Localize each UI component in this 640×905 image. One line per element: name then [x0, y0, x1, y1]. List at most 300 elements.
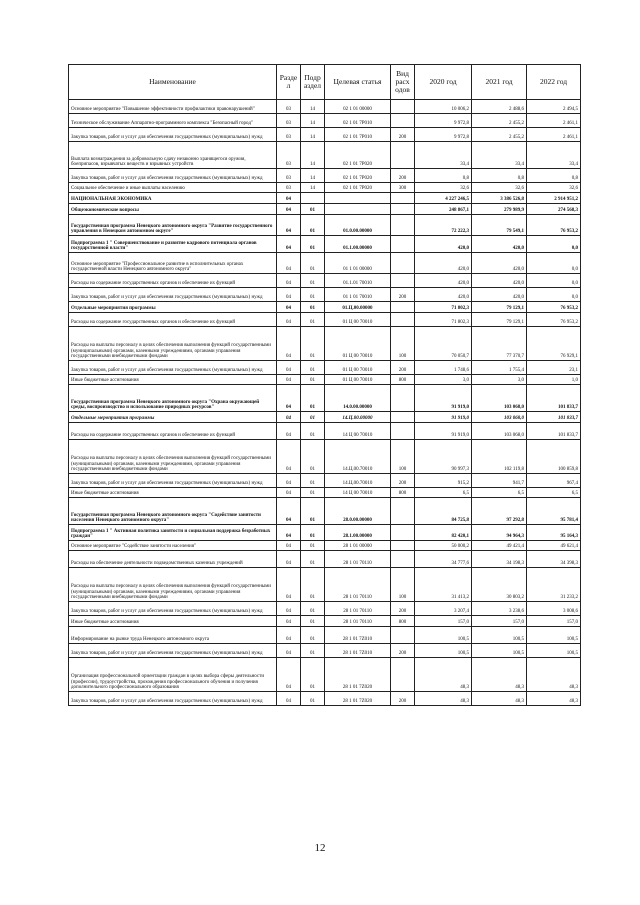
- cell-2020: 91 919,0: [415, 412, 472, 423]
- cell-subsection: 01: [301, 327, 325, 361]
- cell-2020: 420,0: [415, 274, 472, 288]
- cell-name: Подпрограмма 1 " Совершенствование и развитие кадрового потенциала органов государственной власти": [69, 236, 277, 253]
- cell-2020: 6,5: [415, 488, 472, 498]
- cell-target-article: 02 1 01 7Р010: [325, 114, 391, 128]
- cell-2020: 100,5: [415, 644, 472, 658]
- cell-name: Государственная программа Ненецкого автономного округа "Развитие государственного управления в Ненецком автономном округе": [69, 215, 277, 236]
- cell-2021: 79 129,1: [472, 313, 527, 327]
- cell-section: 04: [277, 313, 301, 327]
- cell-subsection: 01: [301, 412, 325, 423]
- cell-2021: 103 068,0: [472, 385, 527, 412]
- cell-2022: 33,4: [527, 142, 581, 169]
- cell-section: 04: [277, 204, 301, 215]
- cell-2020: 91 919,0: [415, 385, 472, 412]
- cell-2022: 76 953,2: [527, 215, 581, 236]
- header-2022: 2022 год: [527, 65, 581, 100]
- cell-name: Организация профессиональной ориентации граждан в целях выбора сферы деятельности (профессии), трудоустройства, прохождения профессионального обучения и получения дополнительного профессионального образования: [69, 658, 277, 692]
- cell-name: Техническое обслуживание Аппаратно-программного комплекса "Безопасный город": [69, 114, 277, 128]
- table-row: [69, 525, 581, 541]
- cell-subsection: 01: [301, 253, 325, 274]
- cell-2020: 71 802,3: [415, 302, 472, 313]
- cell-name: Отдельные мероприятия программы: [69, 412, 277, 423]
- cell-section: 04: [277, 385, 301, 412]
- cell-2020: 1 748,6: [415, 361, 472, 375]
- table-row: [69, 692, 581, 706]
- cell-2021: 420,0: [472, 236, 527, 253]
- cell-2020: 3,0: [415, 375, 472, 385]
- cell-subsection: 01: [301, 616, 325, 627]
- cell-expense-type: 200: [391, 602, 415, 616]
- cell-2021: 103 068,0: [472, 412, 527, 423]
- cell-section: 04: [277, 253, 301, 274]
- cell-2020: 157,0: [415, 616, 472, 627]
- cell-section: 03: [277, 100, 301, 114]
- cell-expense-type: [391, 274, 415, 288]
- cell-section: 04: [277, 692, 301, 706]
- table-row: [69, 568, 581, 602]
- table-row: [69, 128, 581, 142]
- cell-2021: 157,0: [472, 616, 527, 627]
- cell-target-article: 14.Ц.00.00000: [325, 412, 391, 423]
- table-row: [69, 361, 581, 375]
- cell-2022: 48,3: [527, 658, 581, 692]
- cell-2020: 50 000,2: [415, 541, 472, 551]
- cell-2022: 23,1: [527, 361, 581, 375]
- cell-subsection: 01: [301, 204, 325, 215]
- table-row: [69, 274, 581, 288]
- table-row: [69, 288, 581, 302]
- cell-target-article: 28 1 01 70110: [325, 602, 391, 616]
- cell-name: Закупка товаров, работ и услуг для обеспечения государственных (муниципальных) нужд: [69, 288, 277, 302]
- cell-section: 04: [277, 327, 301, 361]
- cell-2021: 102 119,8: [472, 440, 527, 474]
- cell-name: Закупка товаров, работ и услуг для обеспечения государственных (муниципальных) нужд: [69, 602, 277, 616]
- cell-2022: 49 621,4: [527, 541, 581, 551]
- cell-expense-type: [391, 525, 415, 541]
- cell-section: 04: [277, 375, 301, 385]
- cell-target-article: 01.1.00.00000: [325, 236, 391, 253]
- cell-2021: 3,0: [472, 375, 527, 385]
- cell-target-article: 28.1.00.00000: [325, 525, 391, 541]
- cell-2022: 32,6: [527, 183, 581, 193]
- cell-target-article: 28 1 01 70110: [325, 616, 391, 627]
- cell-subsection: 14: [301, 183, 325, 193]
- cell-2022: 967,4: [527, 474, 581, 488]
- cell-target-article: 01 Ц 00 70010: [325, 361, 391, 375]
- cell-subsection: 01: [301, 215, 325, 236]
- cell-2022: 2 461,1: [527, 128, 581, 142]
- cell-2020: 0,8: [415, 169, 472, 183]
- cell-2020: 33,4: [415, 142, 472, 169]
- cell-2021: 103 068,0: [472, 423, 527, 440]
- table-row: [69, 551, 581, 568]
- cell-expense-type: 200: [391, 288, 415, 302]
- cell-target-article: 01.1.01 70010: [325, 274, 391, 288]
- cell-target-article: 28.0.00.00000: [325, 498, 391, 525]
- cell-section: 03: [277, 169, 301, 183]
- cell-subsection: 01: [301, 385, 325, 412]
- cell-section: 04: [277, 658, 301, 692]
- cell-name: Расходы на содержание государственных органов и обеспечение их функций: [69, 423, 277, 440]
- cell-expense-type: [391, 253, 415, 274]
- cell-2021: 100,5: [472, 627, 527, 644]
- cell-subsection: 01: [301, 440, 325, 474]
- cell-section: 04: [277, 288, 301, 302]
- cell-2022: 157,0: [527, 616, 581, 627]
- cell-section: 04: [277, 193, 301, 204]
- cell-target-article: 02 1 01 7Р010: [325, 128, 391, 142]
- cell-section: 04: [277, 488, 301, 498]
- table-row: [69, 488, 581, 498]
- header-2020: 2020 год: [415, 65, 472, 100]
- cell-section: 04: [277, 644, 301, 658]
- cell-name: Основное мероприятие "Повышение эффективности профилактики правонарушений": [69, 100, 277, 114]
- cell-expense-type: 200: [391, 169, 415, 183]
- cell-expense-type: [391, 423, 415, 440]
- cell-subsection: 01: [301, 488, 325, 498]
- cell-2022: 101 833,7: [527, 412, 581, 423]
- table-row: [69, 302, 581, 313]
- cell-subsection: 01: [301, 498, 325, 525]
- cell-2020: 9 972,8: [415, 128, 472, 142]
- cell-target-article: 14.Ц.00.70010: [325, 474, 391, 488]
- cell-name: Государственная программа Ненецкого автономного округа "Содействие занятости населения Ненецкого автономного округа": [69, 498, 277, 525]
- cell-expense-type: 200: [391, 692, 415, 706]
- cell-expense-type: 200: [391, 128, 415, 142]
- cell-name: Основное мероприятие "Содействие занятости населения": [69, 541, 277, 551]
- table-row: [69, 602, 581, 616]
- cell-expense-type: [391, 204, 415, 215]
- cell-expense-type: [391, 142, 415, 169]
- cell-name: Расходы на выплаты персоналу в целях обеспечения выполнения функций государственными (муниципальными) органами, казенными учреждениями, органами управления государственными внебюджетными фондами: [69, 568, 277, 602]
- cell-target-article: 14.0.00.00000: [325, 385, 391, 412]
- cell-expense-type: 100: [391, 568, 415, 602]
- cell-2020: 9 972,8: [415, 114, 472, 128]
- cell-section: 04: [277, 541, 301, 551]
- table-body: [69, 100, 581, 706]
- cell-name: Подпрограмма 1 " Активная политика занятости и социальная поддержка безработных граждан": [69, 525, 277, 541]
- cell-subsection: 14: [301, 142, 325, 169]
- cell-section: 04: [277, 568, 301, 602]
- cell-name: Социальное обеспечение и иные выплаты населению: [69, 183, 277, 193]
- cell-subsection: 01: [301, 541, 325, 551]
- cell-target-article: 28 1 01 7Z020: [325, 692, 391, 706]
- table-row: [69, 498, 581, 525]
- cell-expense-type: [391, 551, 415, 568]
- cell-2022: 3 008,6: [527, 602, 581, 616]
- cell-subsection: 01: [301, 692, 325, 706]
- cell-target-article: 01 Ц 00 70010: [325, 313, 391, 327]
- cell-2020: 72 222,3: [415, 215, 472, 236]
- cell-expense-type: [391, 385, 415, 412]
- cell-subsection: 01: [301, 236, 325, 253]
- cell-subsection: 01: [301, 525, 325, 541]
- cell-2020: 90 997,3: [415, 440, 472, 474]
- cell-section: 04: [277, 215, 301, 236]
- cell-2021: 32,6: [472, 183, 527, 193]
- cell-target-article: 28 1 01 7Z020: [325, 658, 391, 692]
- cell-2020: 3 207,4: [415, 602, 472, 616]
- cell-expense-type: [391, 313, 415, 327]
- cell-name: Расходы на выплаты персоналу в целях обеспечения выполнения функций государственными (муниципальными) органами, казенными учреждениями, органами управления государственными внебюджетными фондами: [69, 440, 277, 474]
- cell-name: Иные бюджетные ассигнования: [69, 375, 277, 385]
- cell-section: 04: [277, 474, 301, 488]
- header-section: Разде л: [277, 65, 301, 100]
- cell-subsection: 14: [301, 169, 325, 183]
- cell-subsection: 01: [301, 313, 325, 327]
- cell-2022: 274 568,3: [527, 204, 581, 215]
- table-row: [69, 627, 581, 644]
- cell-subsection: [301, 193, 325, 204]
- cell-expense-type: [391, 100, 415, 114]
- cell-section: 04: [277, 302, 301, 313]
- cell-2020: 91 919,0: [415, 423, 472, 440]
- cell-expense-type: [391, 412, 415, 423]
- cell-2021: 79 129,1: [472, 302, 527, 313]
- cell-target-article: 14.Ц.00.70010: [325, 440, 391, 474]
- cell-name: Закупка товаров, работ и услуг для обеспечения государственных (муниципальных) нужд: [69, 169, 277, 183]
- cell-2021: 49 421,4: [472, 541, 527, 551]
- table-row: [69, 215, 581, 236]
- cell-name: Иные бюджетные ассигнования: [69, 616, 277, 627]
- table-row: [69, 385, 581, 412]
- cell-section: 04: [277, 440, 301, 474]
- cell-expense-type: 300: [391, 183, 415, 193]
- cell-2022: 76 953,2: [527, 313, 581, 327]
- cell-subsection: 01: [301, 644, 325, 658]
- cell-2022: 0,0: [527, 288, 581, 302]
- table-row: [69, 100, 581, 114]
- cell-2022: 2 494,5: [527, 100, 581, 114]
- cell-expense-type: 800: [391, 488, 415, 498]
- cell-section: 03: [277, 142, 301, 169]
- cell-name: Отдельные мероприятия программы: [69, 302, 277, 313]
- cell-2022: 0,0: [527, 236, 581, 253]
- cell-2021: 48,3: [472, 658, 527, 692]
- cell-section: 04: [277, 423, 301, 440]
- cell-2020: 248 867,1: [415, 204, 472, 215]
- cell-subsection: 01: [301, 474, 325, 488]
- cell-subsection: 01: [301, 302, 325, 313]
- cell-2021: 1 755,4: [472, 361, 527, 375]
- cell-2022: 100,5: [527, 627, 581, 644]
- cell-subsection: 01: [301, 288, 325, 302]
- cell-2022: 100 859,8: [527, 440, 581, 474]
- cell-2021: 30 803,2: [472, 568, 527, 602]
- cell-section: 04: [277, 627, 301, 644]
- table-row: [69, 313, 581, 327]
- header-name: Наименование: [69, 65, 277, 100]
- cell-2021: 420,0: [472, 253, 527, 274]
- table-row: [69, 658, 581, 692]
- cell-subsection: 01: [301, 551, 325, 568]
- cell-target-article: 01.Ц.00.00000: [325, 302, 391, 313]
- cell-expense-type: [391, 215, 415, 236]
- cell-section: 04: [277, 602, 301, 616]
- cell-section: 03: [277, 114, 301, 128]
- cell-2020: 70 050,7: [415, 327, 472, 361]
- cell-section: 04: [277, 274, 301, 288]
- table-row: [69, 644, 581, 658]
- cell-2022: 100,5: [527, 644, 581, 658]
- table-row: [69, 375, 581, 385]
- cell-2021: 3 238,6: [472, 602, 527, 616]
- cell-name: Расходы на содержание государственных органов и обеспечение их функций: [69, 313, 277, 327]
- table-row: [69, 541, 581, 551]
- cell-name: Закупка товаров, работ и услуг для обеспечения государственных (муниципальных) нужд: [69, 474, 277, 488]
- cell-subsection: 01: [301, 602, 325, 616]
- table-row: [69, 412, 581, 423]
- cell-expense-type: 200: [391, 474, 415, 488]
- cell-2022: 2 914 951,2: [527, 193, 581, 204]
- header-expense-type: Вид расх одов: [391, 65, 415, 100]
- cell-name: Расходы на содержание государственных органов и обеспечение их функций: [69, 274, 277, 288]
- cell-2022: 48,3: [527, 692, 581, 706]
- cell-target-article: 28 1 01 7Z010: [325, 644, 391, 658]
- cell-2021: 77 370,7: [472, 327, 527, 361]
- cell-2022: 95 781,4: [527, 498, 581, 525]
- cell-2021: 2 455,2: [472, 128, 527, 142]
- cell-2021: 48,3: [472, 692, 527, 706]
- cell-2022: 0,8: [527, 169, 581, 183]
- cell-2020: 31 413,2: [415, 568, 472, 602]
- cell-subsection: 01: [301, 423, 325, 440]
- cell-2021: 79 549,1: [472, 215, 527, 236]
- table-row: [69, 474, 581, 488]
- cell-2020: 48,3: [415, 692, 472, 706]
- cell-expense-type: [391, 302, 415, 313]
- cell-2021: 0,8: [472, 169, 527, 183]
- cell-2020: 10 006,2: [415, 100, 472, 114]
- cell-2020: 71 802,3: [415, 313, 472, 327]
- table-row: [69, 204, 581, 215]
- cell-name: НАЦИОНАЛЬНАЯ ЭКОНОМИКА: [69, 193, 277, 204]
- cell-2022: 76 953,2: [527, 302, 581, 313]
- cell-name: Информирование на рынке труда Ненецкого автономного округа: [69, 627, 277, 644]
- cell-target-article: 14 Ц 00 70010: [325, 488, 391, 498]
- table-row: [69, 183, 581, 193]
- cell-subsection: 14: [301, 128, 325, 142]
- cell-2022: 76 929,1: [527, 327, 581, 361]
- cell-section: 04: [277, 498, 301, 525]
- cell-section: 03: [277, 183, 301, 193]
- cell-target-article: 28 1 01 70110: [325, 568, 391, 602]
- table-row: [69, 616, 581, 627]
- cell-2020: 48,3: [415, 658, 472, 692]
- cell-name: Общеэкономические вопросы: [69, 204, 277, 215]
- cell-2020: 420,0: [415, 253, 472, 274]
- cell-name: Закупка товаров, работ и услуг для обеспечения государственных (муниципальных) нужд: [69, 644, 277, 658]
- cell-expense-type: 800: [391, 616, 415, 627]
- cell-2021: 2 488,6: [472, 100, 527, 114]
- cell-target-article: 02 1 01 7Р020: [325, 142, 391, 169]
- cell-subsection: 01: [301, 375, 325, 385]
- cell-subsection: 14: [301, 114, 325, 128]
- table-row: [69, 193, 581, 204]
- cell-target-article: 28 1 01 00000: [325, 541, 391, 551]
- cell-expense-type: 100: [391, 327, 415, 361]
- cell-2021: 2 455,2: [472, 114, 527, 128]
- cell-2022: 1,0: [527, 375, 581, 385]
- cell-expense-type: 200: [391, 644, 415, 658]
- table-header-row: [69, 65, 581, 100]
- cell-section: 04: [277, 616, 301, 627]
- cell-name: Иные бюджетные ассигнования: [69, 488, 277, 498]
- cell-2022: 95 164,3: [527, 525, 581, 541]
- cell-2021: 94 964,3: [472, 525, 527, 541]
- cell-subsection: 14: [301, 100, 325, 114]
- cell-target-article: 01 1 01 00000: [325, 253, 391, 274]
- cell-name: Основное мероприятие "Профессиональное развитие в исполнительных органах государственной власти Ненецкого автономного округа": [69, 253, 277, 274]
- cell-name: Государственная программа Ненецкого автономного округа "Охрана окружающей среды, воспроизводство и использование природных ресурсов": [69, 385, 277, 412]
- header-target-article: Целевая статья: [325, 65, 391, 100]
- cell-target-article: [325, 204, 391, 215]
- cell-2021: 420,0: [472, 288, 527, 302]
- cell-name: Расходы на выплаты персоналу в целях обеспечения выполнения функций государственными (муниципальными) органами, казенными учреждениями, органами управления государственными внебюджетными фондами: [69, 327, 277, 361]
- cell-expense-type: [391, 541, 415, 551]
- cell-2020: 84 725,8: [415, 498, 472, 525]
- cell-expense-type: [391, 236, 415, 253]
- cell-2021: 34 198,3: [472, 551, 527, 568]
- cell-subsection: 01: [301, 658, 325, 692]
- cell-2020: 100,5: [415, 627, 472, 644]
- cell-name: Закупка товаров, работ и услуг для обеспечения государственных (муниципальных) нужд: [69, 128, 277, 142]
- cell-2022: 0,0: [527, 274, 581, 288]
- cell-section: 04: [277, 551, 301, 568]
- cell-target-article: [325, 193, 391, 204]
- table-row: [69, 423, 581, 440]
- cell-target-article: 02 1 01 7Р020: [325, 169, 391, 183]
- cell-subsection: 01: [301, 361, 325, 375]
- table-row: [69, 253, 581, 274]
- cell-section: 03: [277, 128, 301, 142]
- cell-target-article: 01 Ц 00 70010: [325, 375, 391, 385]
- cell-expense-type: 800: [391, 375, 415, 385]
- cell-2021: 3 386 526,8: [472, 193, 527, 204]
- cell-expense-type: [391, 114, 415, 128]
- cell-target-article: 01 Ц 00 70010: [325, 327, 391, 361]
- cell-2020: 915,2: [415, 474, 472, 488]
- cell-name: Расходы на обеспечение деятельности подведомственных казенных учреждений: [69, 551, 277, 568]
- cell-target-article: 14 Ц 00 70010: [325, 423, 391, 440]
- cell-2021: 941,7: [472, 474, 527, 488]
- cell-2021: 6,5: [472, 488, 527, 498]
- cell-expense-type: [391, 498, 415, 525]
- table-row: [69, 142, 581, 169]
- cell-2020: 32,6: [415, 183, 472, 193]
- cell-target-article: 01.0.00.00000: [325, 215, 391, 236]
- cell-target-article: 28 1 01 7Z010: [325, 627, 391, 644]
- cell-subsection: 01: [301, 274, 325, 288]
- cell-2022: 2 461,1: [527, 114, 581, 128]
- cell-2021: 279 989,9: [472, 204, 527, 215]
- cell-expense-type: [391, 627, 415, 644]
- cell-section: 04: [277, 412, 301, 423]
- cell-2022: 101 833,7: [527, 423, 581, 440]
- cell-expense-type: 100: [391, 440, 415, 474]
- cell-2021: 420,0: [472, 274, 527, 288]
- cell-target-article: 02 1 01 7Р020: [325, 183, 391, 193]
- cell-name: Закупка товаров, работ и услуг для обеспечения государственных (муниципальных) нужд: [69, 361, 277, 375]
- cell-target-article: 02 1 01 00000: [325, 100, 391, 114]
- cell-target-article: 01 1 01 70010: [325, 288, 391, 302]
- cell-2021: 33,4: [472, 142, 527, 169]
- header-2021: 2021 год: [472, 65, 527, 100]
- cell-2020: 420,0: [415, 288, 472, 302]
- cell-2022: 34 398,3: [527, 551, 581, 568]
- table-row: [69, 440, 581, 474]
- cell-expense-type: 200: [391, 361, 415, 375]
